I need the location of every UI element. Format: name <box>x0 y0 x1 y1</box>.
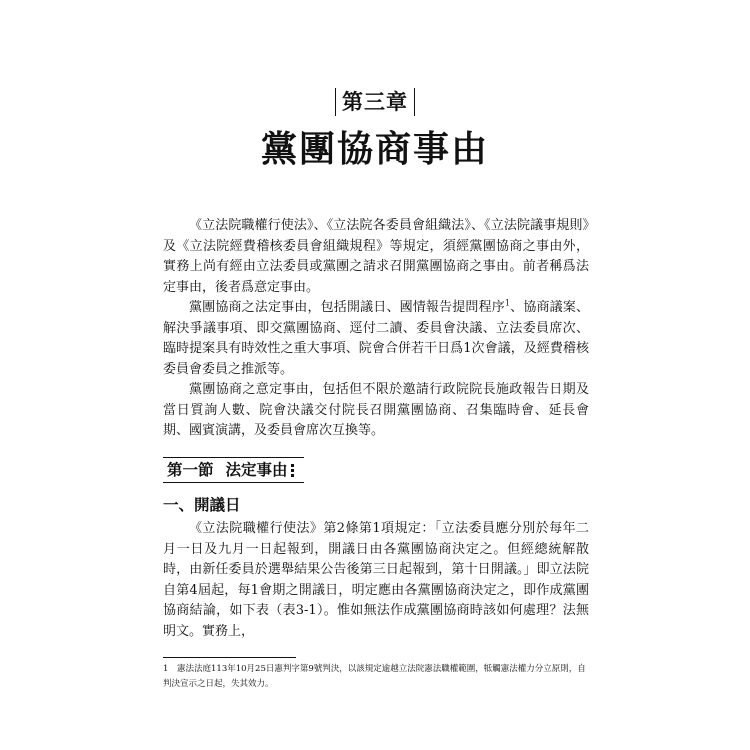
intro-text <box>163 216 589 442</box>
subsection-heading: 一、開議日 <box>163 496 241 514</box>
footnote <box>163 662 589 692</box>
chapter-label-box <box>0 88 750 116</box>
subsection-text <box>163 519 589 642</box>
intro-paragraph-1: 《立法院職權行使法》、《立法院各委員會組織法》、《立法院議事規則》及《立法院經費稽核委員會組織規程》等規定，須經黨團協商之事由外，實務上尚有經由立法委員或黨團之請求召開黨團協商之事由。前者稱爲法定事由，後者爲意定事由。 <box>163 218 589 295</box>
intro-paragraph-2-text-cont: 、協商議案、解決爭議事項、即交黨團協商、逕付二讀、委員會決議、立法委員席次、臨時提案具有時效性之重大事項、院會合併若干日爲1次會議，及經費稽核委員會委員之推派等。 <box>163 300 589 377</box>
footnote-text: 憲法法庭113年10月25日憲判字第9號判決，以該規定逾越立法院憲法職權範圍，牴觸憲法權力分立原則，自判決宣示之日起，失其效力。 <box>163 664 586 689</box>
footnote-ref-1[interactable]: 1 <box>504 298 510 308</box>
intro-paragraph-3: 黨團協商之意定事由，包括但不限於邀請行政院院長施政報告日期及當日質詢人數、院會決議交付院長召開黨團協商、召集臨時會、延長會期、國賓演講，及委員會席次互換等。 <box>163 382 589 438</box>
intro-paragraph-2-text: 黨團協商之法定事由，包括開議日、國情報告提問程序 <box>189 300 505 315</box>
section-heading <box>163 457 304 483</box>
subsection-paragraph: 《立法院職權行使法》第2條第1項規定：「立法委員應分別於每年二月一日及九月一日起報到，開議日由各黨團協商決定之。但經總統解散時，由新任委員於選舉結果公告後第三日起報到，第十日開議。」即立法院自第4屆起，每1會期之開議日，明定應由各黨團協商決定之，即作成黨團協商結論，如下表（表3-1）。惟如無法作成黨團協商時該如何處理？法無明文。實務上， <box>163 521 589 639</box>
chapter-title: 黨團協商事由 <box>260 129 489 170</box>
section-number: 第一節 <box>167 461 214 479</box>
footnote-number: 1 <box>163 664 169 674</box>
intro-paragraph-2 <box>163 298 589 380</box>
footnote-divider <box>163 657 296 658</box>
chapter-label: 第三章 <box>335 88 415 116</box>
section-dots-ornament <box>291 464 294 478</box>
section-title: 法定事由 <box>225 461 288 479</box>
